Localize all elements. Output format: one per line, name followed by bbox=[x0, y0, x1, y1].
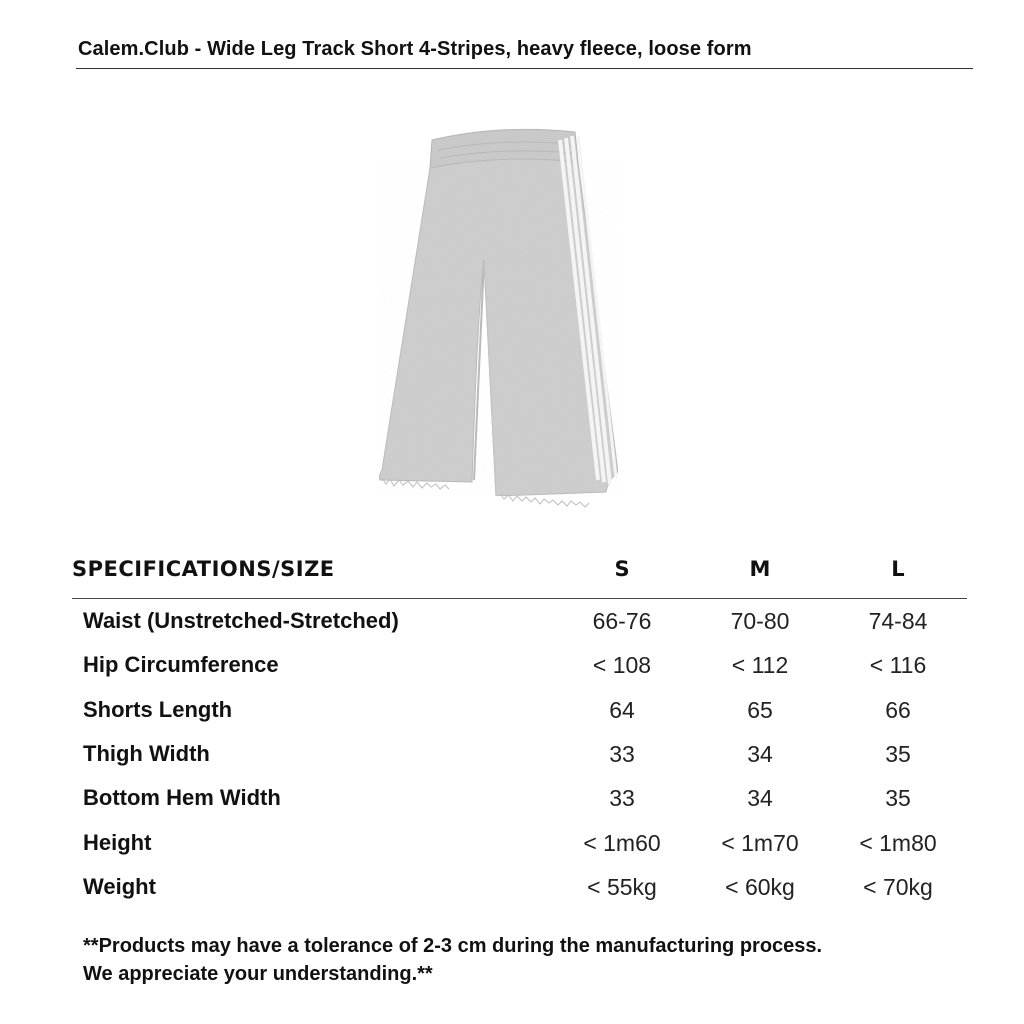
row-value-m: 34 bbox=[747, 741, 773, 767]
row-value-s: 64 bbox=[609, 697, 635, 723]
row-label: Waist (Unstretched-Stretched) bbox=[83, 608, 399, 633]
tolerance-note-line-2: We appreciate your understanding.** bbox=[83, 963, 433, 985]
table-row bbox=[0, 866, 1024, 910]
row-value-l: 74-84 bbox=[868, 608, 928, 634]
spec-table-header bbox=[72, 557, 967, 587]
row-label: Weight bbox=[83, 874, 156, 899]
table-row bbox=[0, 689, 1024, 733]
row-value-s: < 55kg bbox=[587, 874, 657, 900]
tolerance-note-line-1: **Products may have a tolerance of 2-3 cm during the manufacturing process. bbox=[83, 935, 823, 957]
spec-header-divider bbox=[72, 598, 967, 599]
row-value-m: < 1m70 bbox=[721, 830, 799, 856]
row-label: Height bbox=[83, 830, 152, 855]
row-value-l: 66 bbox=[885, 697, 911, 723]
page-title: Calem.Club - Wide Leg Track Short 4-Stripes, heavy fleece, loose form bbox=[78, 38, 752, 60]
row-label: Hip Circumference bbox=[83, 652, 279, 677]
track-shorts-image bbox=[360, 110, 660, 510]
table-row bbox=[0, 644, 1024, 688]
table-row bbox=[0, 600, 1024, 644]
row-value-l: < 70kg bbox=[863, 874, 933, 900]
row-value-l: 35 bbox=[885, 785, 911, 811]
table-row bbox=[0, 733, 1024, 777]
row-value-m: 70-80 bbox=[730, 608, 790, 634]
row-value-l: 35 bbox=[885, 741, 911, 767]
title-divider bbox=[76, 68, 973, 69]
row-value-m: 65 bbox=[747, 697, 773, 723]
spec-header-label: SPECIFICATIONS/SIZE bbox=[72, 557, 335, 581]
row-label: Bottom Hem Width bbox=[83, 785, 281, 810]
row-value-m: < 112 bbox=[731, 652, 789, 678]
row-value-s: 66-76 bbox=[592, 608, 652, 634]
row-value-m: < 60kg bbox=[725, 874, 795, 900]
row-value-s: 33 bbox=[609, 785, 635, 811]
row-value-l: < 1m80 bbox=[859, 830, 937, 856]
size-header-s: S bbox=[614, 557, 630, 581]
row-value-l: < 116 bbox=[869, 652, 927, 678]
row-value-m: 34 bbox=[747, 785, 773, 811]
table-row bbox=[0, 777, 1024, 821]
row-value-s: 33 bbox=[609, 741, 635, 767]
size-header-l: L bbox=[891, 557, 905, 581]
size-header-m: M bbox=[749, 557, 771, 581]
product-image bbox=[360, 110, 660, 510]
row-label: Shorts Length bbox=[83, 697, 233, 722]
row-value-s: < 1m60 bbox=[583, 830, 661, 856]
tolerance-note bbox=[83, 932, 983, 988]
row-label: Thigh Width bbox=[83, 741, 210, 766]
row-value-s: < 108 bbox=[592, 652, 652, 678]
table-row bbox=[0, 822, 1024, 866]
